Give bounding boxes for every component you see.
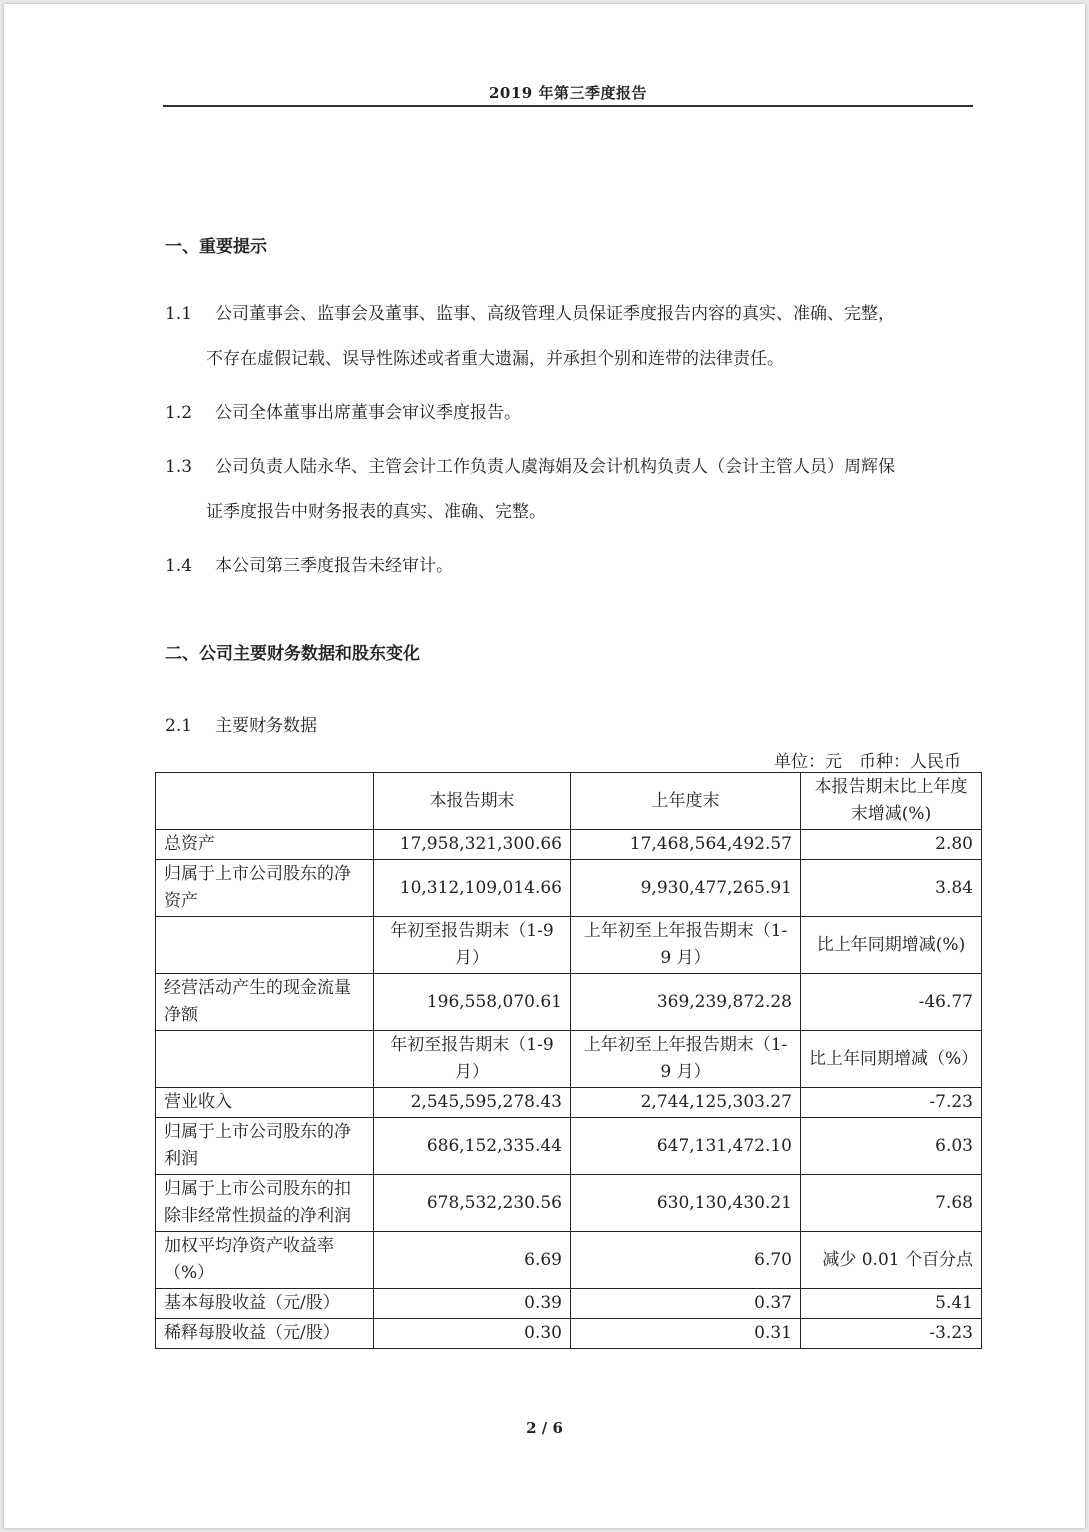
cell-value: 2,744,125,303.27: [571, 1088, 801, 1118]
item-1-1: [165, 292, 980, 382]
item-number: 1.4: [165, 556, 193, 576]
cell-value: 7.68: [801, 1175, 982, 1232]
cell-value: 647,131,472.10: [571, 1118, 801, 1175]
table-row: [156, 860, 982, 917]
table-row: [156, 830, 982, 860]
subsection-2-1: [165, 711, 317, 736]
cell-value: 0.37: [571, 1289, 801, 1319]
row-label: 归属于上市公司股东的净利润: [156, 1118, 374, 1175]
unit-note: 单位：元 币种：人民币: [774, 752, 961, 772]
item-number: 1.2: [165, 403, 193, 423]
cell-value: 6.03: [801, 1118, 982, 1175]
table-header-row: [156, 1031, 982, 1088]
header-cell: 上年初至上年报告期末（1-9 月）: [571, 917, 801, 974]
table-header-row: [156, 917, 982, 974]
header-cell: 年初至报告期末（1-9 月）: [374, 1031, 571, 1088]
cell-value: 196,558,070.61: [374, 974, 571, 1031]
row-label: 营业收入: [156, 1088, 374, 1118]
header-cell: 上年度末: [571, 773, 801, 830]
cell-value: 2,545,595,278.43: [374, 1088, 571, 1118]
header-cell: [156, 1031, 374, 1088]
item-number: 1.3: [165, 457, 193, 477]
header-cell: [156, 917, 374, 974]
subsection-title: 主要财务数据: [215, 716, 317, 736]
header-cell: 比上年同期增减(%): [801, 917, 982, 974]
header-cell: 比上年同期增减（%）: [801, 1031, 982, 1088]
cell-value: 6.69: [374, 1232, 571, 1289]
header-cell: 上年初至上年报告期末（1-9 月）: [571, 1031, 801, 1088]
financial-data-table: [155, 772, 982, 1349]
row-label: 经营活动产生的现金流量净额: [156, 974, 374, 1031]
item-1-4: [165, 544, 980, 589]
row-label: 加权平均净资产收益率（%）: [156, 1232, 374, 1289]
item-number: 1.1: [165, 304, 193, 324]
section-title-2: 二、公司主要财务数据和股东变化: [165, 644, 420, 664]
document-page: [4, 4, 1085, 1528]
cell-value: -46.77: [801, 974, 982, 1031]
header-cell: [156, 773, 374, 830]
table-row: [156, 1319, 982, 1349]
cell-value: 6.70: [571, 1232, 801, 1289]
page-number: 2 / 6: [526, 1419, 563, 1437]
item-1-2: [165, 391, 980, 436]
table-header-row: [156, 773, 982, 830]
cell-value: 0.31: [571, 1319, 801, 1349]
cell-value: 2.80: [801, 830, 982, 860]
cell-value: 10,312,109,014.66: [374, 860, 571, 917]
table-row: [156, 1118, 982, 1175]
row-label: 归属于上市公司股东的净资产: [156, 860, 374, 917]
cell-value: 减少 0.01 个百分点: [801, 1232, 982, 1289]
table-row: [156, 1088, 982, 1118]
row-label: 总资产: [156, 830, 374, 860]
cell-value: 686,152,335.44: [374, 1118, 571, 1175]
page-header: 2019 年第三季度报告: [163, 82, 973, 107]
cell-value: 0.30: [374, 1319, 571, 1349]
table-row: [156, 1289, 982, 1319]
section-title-1: 一、重要提示: [165, 237, 267, 257]
item-text-cont: 不存在虚假记载、误导性陈述或者重大遗漏，并承担个别和连带的法律责任。: [206, 349, 784, 369]
item-text: 公司董事会、监事会及董事、监事、高级管理人员保证季度报告内容的真实、准确、完整，: [215, 304, 895, 324]
row-label: 稀释每股收益（元/股）: [156, 1319, 374, 1349]
cell-value: 5.41: [801, 1289, 982, 1319]
header-cell: 本报告期末比上年度末增减(%): [801, 773, 982, 830]
item-text: 公司全体董事出席董事会审议季度报告。: [215, 403, 521, 423]
table-row: [156, 1232, 982, 1289]
cell-value: 9,930,477,265.91: [571, 860, 801, 917]
header-cell: 年初至报告期末（1-9 月）: [374, 917, 571, 974]
item-text-cont: 证季度报告中财务报表的真实、准确、完整。: [206, 502, 546, 522]
cell-value: 630,130,430.21: [571, 1175, 801, 1232]
header-cell: 本报告期末: [374, 773, 571, 830]
cell-value: 3.84: [801, 860, 982, 917]
cell-value: -7.23: [801, 1088, 982, 1118]
row-label: 基本每股收益（元/股）: [156, 1289, 374, 1319]
item-text: 本公司第三季度报告未经审计。: [215, 556, 453, 576]
cell-value: -3.23: [801, 1319, 982, 1349]
table-row: [156, 1175, 982, 1232]
subsection-number: 2.1: [165, 716, 193, 736]
cell-value: 17,958,321,300.66: [374, 830, 571, 860]
row-label: 归属于上市公司股东的扣除非经常性损益的净利润: [156, 1175, 374, 1232]
table-row: [156, 974, 982, 1031]
item-1-3: [165, 445, 980, 535]
cell-value: 0.39: [374, 1289, 571, 1319]
cell-value: 369,239,872.28: [571, 974, 801, 1031]
item-text: 公司负责人陆永华、主管会计工作负责人虞海娟及会计机构负责人（会计主管人员）周辉保: [215, 457, 895, 477]
cell-value: 17,468,564,492.57: [571, 830, 801, 860]
cell-value: 678,532,230.56: [374, 1175, 571, 1232]
